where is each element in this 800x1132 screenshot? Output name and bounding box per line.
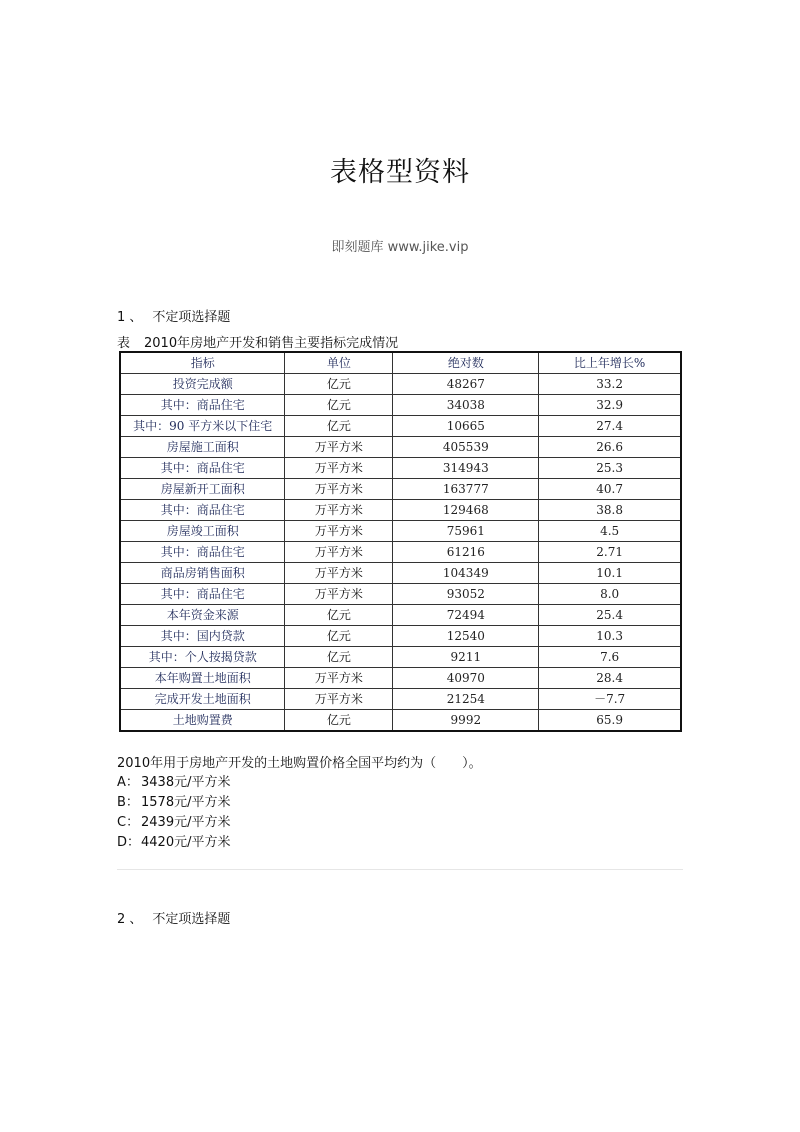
option-text: 3438元/平方米 [141,775,231,790]
cell-indicator: 投资完成额 [120,374,285,395]
column-header-unit: 单位 [285,352,393,374]
question-2-header [117,908,230,927]
cell-unit: 万平方米 [285,479,393,500]
cell-absolute: 9992 [393,710,539,732]
table-row [120,521,681,542]
cell-unit: 亿元 [285,626,393,647]
table-row [120,710,681,732]
cell-indicator: 其中：个人按揭贷款 [120,647,285,668]
site-subtitle: 即刻题库 www.jike.vip [331,240,469,255]
cell-indicator: 商品房销售面积 [120,563,285,584]
cell-indicator: 房屋新开工面积 [120,479,285,500]
cell-growth: 25.4 [539,605,681,626]
cell-growth: 2.71 [539,542,681,563]
column-header-indicator: 指标 [120,352,285,374]
table-row [120,542,681,563]
option-letter: D： [117,835,141,850]
table-caption-title: 2010年房地产开发和销售主要指标完成情况 [144,336,399,351]
option-letter: B： [117,795,139,810]
cell-growth: 26.6 [539,437,681,458]
cell-unit: 亿元 [285,395,393,416]
cell-indicator: 本年购置土地面积 [120,668,285,689]
cell-unit: 亿元 [285,374,393,395]
cell-indicator: 完成开发土地面积 [120,689,285,710]
cell-absolute: 405539 [393,437,539,458]
table-row [120,605,681,626]
cell-indicator: 土地购置费 [120,710,285,732]
table-row [120,647,681,668]
cell-absolute: 61216 [393,542,539,563]
cell-growth: 40.7 [539,479,681,500]
cell-absolute: 10665 [393,416,539,437]
cell-absolute: 34038 [393,395,539,416]
cell-growth: 32.9 [539,395,681,416]
cell-unit: 万平方米 [285,437,393,458]
option-text: 4420元/平方米 [141,835,231,850]
cell-growth: 4.5 [539,521,681,542]
option-a[interactable] [117,773,230,793]
question-1-number: 1 、 [117,310,143,325]
table-header-row [120,352,681,374]
cell-growth: 10.1 [539,563,681,584]
cell-absolute: 75961 [393,521,539,542]
column-header-growth: 比上年增长% [539,352,681,374]
table-row [120,458,681,479]
cell-unit: 万平方米 [285,500,393,521]
cell-unit: 亿元 [285,605,393,626]
cell-indicator: 房屋竣工面积 [120,521,285,542]
table-row [120,500,681,521]
cell-absolute: 48267 [393,374,539,395]
question-1-type: 不定项选择题 [152,310,231,325]
cell-indicator: 本年资金来源 [120,605,285,626]
cell-indicator: 其中：国内贷款 [120,626,285,647]
cell-absolute: 9211 [393,647,539,668]
cell-indicator: 其中：商品住宅 [120,458,285,479]
option-b[interactable] [117,793,230,813]
cell-growth: 28.4 [539,668,681,689]
question-1-header [117,306,230,325]
cell-indicator: 其中：商品住宅 [120,542,285,563]
option-letter: A： [117,775,139,790]
question-1-text: 2010年用于房地产开发的土地购置价格全国平均约为（ ）。 [117,756,482,771]
cell-absolute: 163777 [393,479,539,500]
column-header-absolute: 绝对数 [393,352,539,374]
question-2-type: 不定项选择题 [152,912,231,927]
question-divider [117,869,683,870]
option-d[interactable] [117,833,230,853]
cell-growth: 10.3 [539,626,681,647]
cell-absolute: 314943 [393,458,539,479]
table-row [120,626,681,647]
cell-growth: 8.0 [539,584,681,605]
table-caption [117,332,398,351]
cell-indicator: 其中：商品住宅 [120,395,285,416]
cell-growth: 7.6 [539,647,681,668]
cell-absolute: 129468 [393,500,539,521]
cell-indicator: 房屋施工面积 [120,437,285,458]
option-c[interactable] [117,813,230,833]
cell-unit: 亿元 [285,416,393,437]
table-row [120,374,681,395]
cell-growth: 33.2 [539,374,681,395]
cell-unit: 亿元 [285,710,393,732]
cell-absolute: 12540 [393,626,539,647]
table-caption-prefix: 表 [117,336,131,351]
option-letter: C： [117,815,140,830]
cell-growth: 27.4 [539,416,681,437]
cell-unit: 万平方米 [285,542,393,563]
option-text: 2439元/平方米 [141,815,231,830]
cell-absolute: 72494 [393,605,539,626]
cell-unit: 万平方米 [285,563,393,584]
cell-growth: －7.7 [539,689,681,710]
cell-absolute: 104349 [393,563,539,584]
cell-unit: 万平方米 [285,689,393,710]
table-row [120,689,681,710]
cell-absolute: 93052 [393,584,539,605]
cell-unit: 万平方米 [285,458,393,479]
table-row [120,395,681,416]
table-row [120,668,681,689]
cell-growth: 65.9 [539,710,681,732]
option-text: 1578元/平方米 [141,795,231,810]
answer-options [117,773,230,853]
cell-absolute: 21254 [393,689,539,710]
table-row [120,563,681,584]
cell-unit: 万平方米 [285,668,393,689]
table-row [120,437,681,458]
indicator-table [119,351,682,732]
cell-indicator: 其中：商品住宅 [120,500,285,521]
cell-absolute: 40970 [393,668,539,689]
cell-unit: 万平方米 [285,584,393,605]
cell-growth: 38.8 [539,500,681,521]
table-row [120,416,681,437]
cell-indicator: 其中：商品住宅 [120,584,285,605]
table-row [120,479,681,500]
cell-growth: 25.3 [539,458,681,479]
cell-unit: 万平方米 [285,521,393,542]
cell-unit: 亿元 [285,647,393,668]
cell-indicator: 其中：90 平方米以下住宅 [120,416,285,437]
table-row [120,584,681,605]
page-title: 表格型资料 [330,157,470,188]
question-2-number: 2 、 [117,912,143,927]
